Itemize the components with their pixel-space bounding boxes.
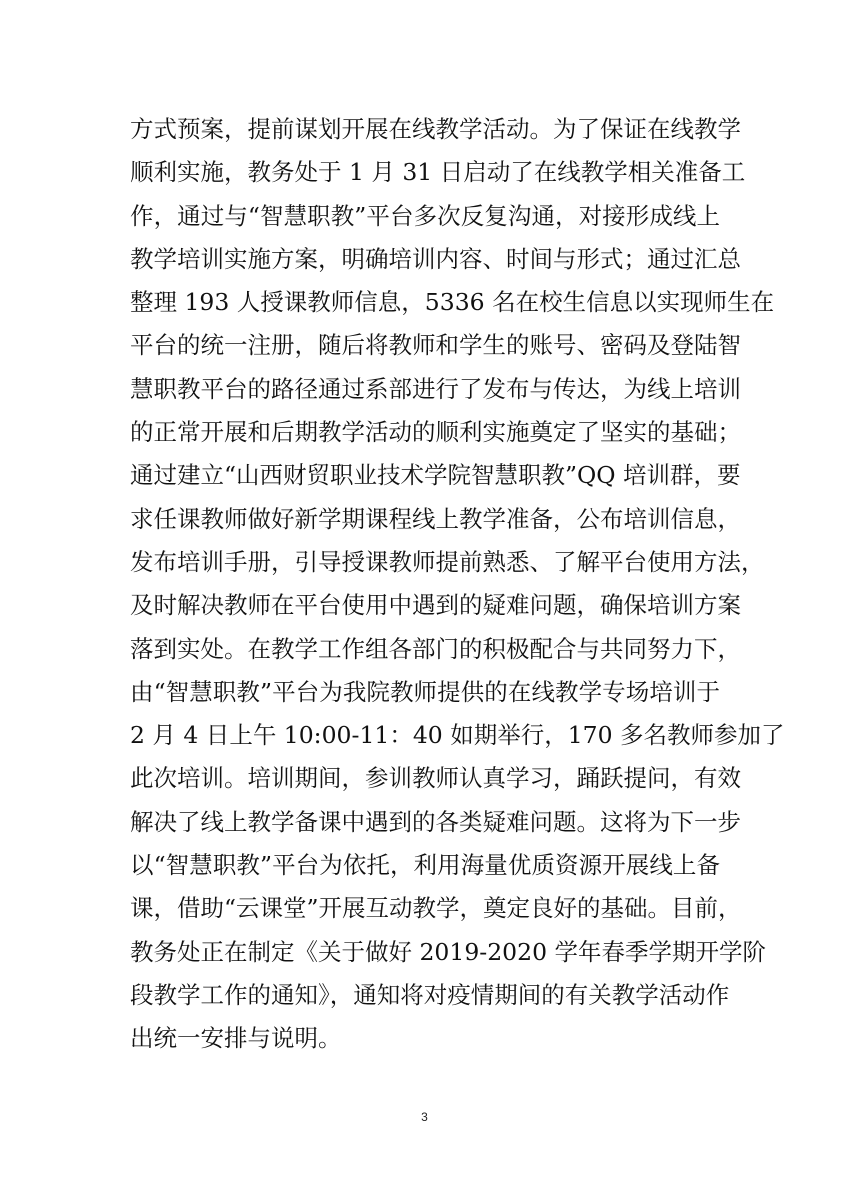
text-line: 以“智慧职教”平台为依托，利用海量优质资源开展线上备 — [130, 851, 720, 880]
text-line: 教学培训实施方案，明确培训内容、时间与形式；通过汇总 — [130, 244, 741, 273]
text-line: 方式预案，提前谋划开展在线教学活动。为了保证在线教学 — [130, 115, 741, 143]
page-number: 3 — [421, 1110, 428, 1124]
text-line: 的正常开展和后期教学活动的顺利实施奠定了坚实的基础； — [130, 418, 741, 447]
text-line: 整理 193 人授课教师信息，5336 名在校生信息以实现师生在 — [130, 288, 775, 317]
text-line: 及时解决教师在平台使用中遇到的疑难问题，确保培训方案 — [130, 591, 741, 620]
text-line: 作，通过与“智慧职教”平台多次反复沟通，对接形成线上 — [130, 201, 720, 230]
text-line: 教务处正在制定《关于做好 2019-2020 学年春季学期开学阶 — [130, 937, 766, 966]
text-line: 发布培训手册，引导授课教师提前熟悉、了解平台使用方法， — [130, 547, 765, 576]
text-line: 顺利实施，教务处于 1 月 31 日启动了在线教学相关准备工 — [130, 158, 746, 187]
text-line: 落到实处。在教学工作组各部门的积极配合与共同努力下， — [130, 634, 741, 663]
text-line: 通过建立“山西财贸职业技术学院智慧职教”QQ 培训群，要 — [130, 461, 741, 490]
text-line: 平台的统一注册，随后将教师和学生的账号、密码及登陆智 — [130, 331, 741, 360]
text-line: 解决了线上教学备课中遇到的各类疑难问题。这将为下一步 — [130, 807, 741, 836]
text-line: 慧职教平台的路径通过系部进行了发布与传达，为线上培训 — [130, 374, 741, 403]
text-line: 课，借助“云课堂”开展互动教学，奠定良好的基础。目前， — [130, 894, 742, 923]
text-line: 求任课教师做好新学期课程线上教学准备，公布培训信息， — [130, 504, 741, 533]
text-line-last: 出统一安排与说明。 — [130, 1024, 342, 1053]
text-line: 此次培训。培训期间，参训教师认真学习，踊跃提问，有效 — [130, 764, 741, 793]
text-line: 由“智慧职教”平台为我院教师提供的在线教学专场培训于 — [130, 677, 720, 706]
text-line: 段教学工作的通知》，通知将对疫情期间的有关教学活动作 — [130, 980, 730, 1009]
body-paragraph — [130, 108, 785, 1061]
text-line: 2 月 4 日上午 10:00-11：40 如期举行，170 多名教师参加了 — [130, 721, 785, 750]
